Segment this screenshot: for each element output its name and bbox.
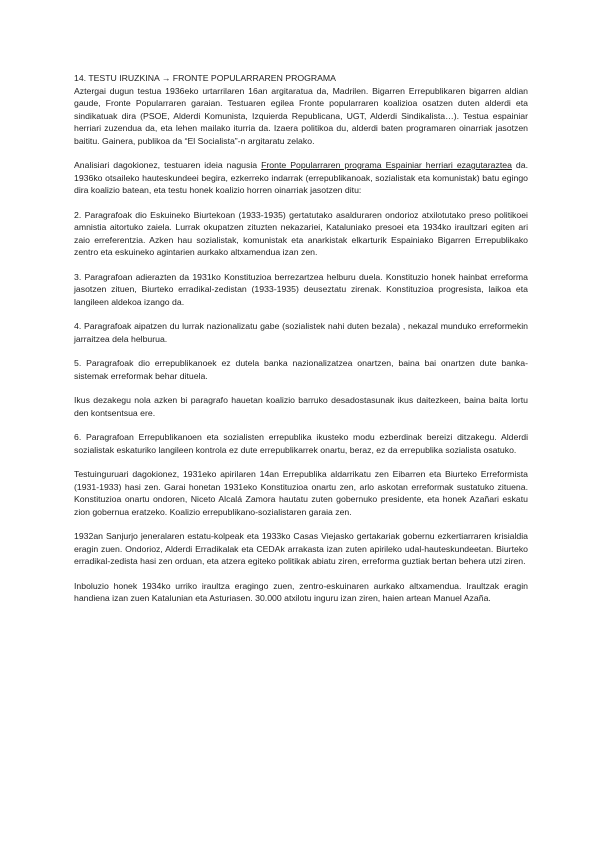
analysis-text-start: Analisiari dagokionez, testuaren ideia nagusia bbox=[74, 160, 262, 170]
main-idea-underlined: Fronte Popularraren programa Espainiar herriari ezagutaraztea bbox=[261, 160, 512, 170]
paragraph-2-analysis: 2. Paragrafoak dio Eskuineko Biurtekoan (1933-1935) gertatutako asalduraren ondorioz atxilotutako preso politikoei amnistia aitortuko zaiela. Lurrak okupatzen zituzten nekazariei, Kataluniako presoei eta 1934ko iraultzari egiten ari zaio erreferentzia. Azken hau sozialistak, komunistak eta anarkistak elkarturik Espainiako Bigarren Errepublikako zentro eta eskuineko agintarien aurkako altxamendua izan zen. bbox=[74, 209, 528, 257]
paragraph-3-analysis: 3. Paragrafoan adierazten da 1931ko Konstituzioa berrezartzea helburu duela. Konstituzio honek hainbat erreforma jasotzen zituen, Biurteko erradikal-zedistan (1933-1935) deuseztatu zirenak. Konstituzioa progresista, laikoa eta langileen aldekoa izango da. bbox=[74, 271, 528, 307]
paragraph-5-analysis: 5. Paragrafoak dio errepublikanoek ez dutela banka nazionalizatzea onartzen, baina bai onartzen dute banka-sistemak erreformak behar dituela. bbox=[74, 358, 528, 381]
analysis-text-end: da. 1936ko otsaileko hauteskundeei begira, ezkerreko indarrak (errepublikanoak, sozialistak eta komunistak) batu egingo dira koalizio batean, eta testu honek koalizio horren oinarriak jasotzen ditu: bbox=[74, 160, 528, 195]
paragraph-6-analysis: 6. Paragrafoan Errepublikanoen eta sozialisten errepublika ikusteko modu ezberdinak bereizi ditzakegu. Alderdi sozialistak eskaturiko langileen kontrola ez dute errepublikarrek onartu, beraz, ez da errepublika sozialista osatuko. bbox=[74, 432, 528, 455]
paragraph-4-analysis: 4. Paragrafoak aipatzen du lurrak nazionalizatu gabe (sozialistek nahi duten bezala) , nekazal munduko erreformekin jarraitzea dela helburua. bbox=[74, 321, 528, 344]
revolution-paragraph: Inboluzio honek 1934ko urriko iraultza eragingo zuen, zentro-eskuinaren aurkako altxamendua. Iraultzak eragin handiena izan zuen Katalunian eta Asturiasen. 30.000 atxilotu inguru izan ziren, haien artean Manuel Azaña. bbox=[74, 580, 528, 603]
analysis-paragraph bbox=[74, 159, 528, 197]
intro-paragraph: Aztergai dugun testua 1936eko urtarrilaren 16an argitaratua da, Madrilen. Bigarren Errepublikaren bigarren aldian gaude, Fronte Popularraren garaian. Testuaren egilea Fronte popularraren koalizioa osatzen duten alderdi eta sindikatuak dira (PSOE, Alderdi Komunista, Izquierda Republicana, UGT, Alderdi Sindikalista…). Testua espainiar herriari zuzendua da, eta lehen mailako iturria da. Izaera politikoa du, alderdi baten programaren oinarriak jasotzen baititu. Gainera, publikoa da “El Socialista”-n argitaratu zelako. bbox=[74, 85, 528, 146]
disagreement-paragraph: Ikus dezakegu nola azken bi paragrafo hauetan koalizio barruko desadostasunak ikus daitezkeen, baina baita lortu den kontsentsua ere. bbox=[74, 395, 528, 418]
document-title: 14. TESTU IRUZKINA → FRONTE POPULARRAREN PROGRAMA bbox=[74, 73, 336, 83]
crisis-paragraph: 1932an Sanjurjo jeneralaren estatu-kolpeak eta 1933ko Casas Viejasko gertakariak gobernu ezkertiarraren krisialdia eragin zuen. Ondorioz, Alderdi Erradikalak eta CEDAk arrakasta izan zuten apirileko udal-hauteskundeetan. Biurteko erradikal-zedista hasi zen orduan, eta atzera egiteko politikak abiatu ziren, erreforma guztiak bertan behera utzi ziren. bbox=[74, 531, 528, 566]
context-paragraph: Testuinguruari dagokionez, 1931eko apirilaren 14an Errepublika aldarrikatu zen Eibarren eta Biurteko Erreformista (1931-1933) hasi zen. Garai honetan 1931eko Konstituzioa onartu zen, arlo askotan erreformak sustatuko zituena. Konstituzioa onartu ondoren, Niceto Alcalá Zamora hautatu zuten gobernuko presidente, eta honek Azañari eskatu zion gobernua eratzeko. Koalizio errepublikano-sozialistaren garaia zen. bbox=[74, 469, 528, 517]
document-page bbox=[74, 72, 528, 617]
